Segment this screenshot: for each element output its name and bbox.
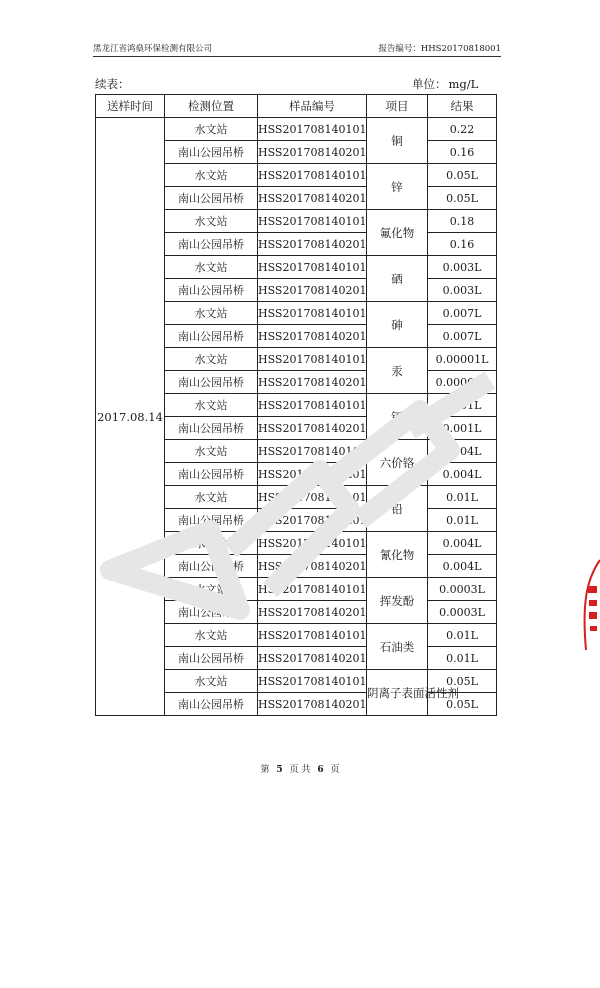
location-cell: 水文站	[165, 624, 258, 647]
location-cell: 水文站	[165, 486, 258, 509]
location-cell: 南山公园吊桥	[165, 279, 258, 302]
sample-id-cell: HSS201708140101	[258, 532, 367, 555]
sampling-date-cell: 2017.08.14	[96, 118, 165, 716]
footer-total-pages: 6	[317, 765, 324, 775]
location-cell: 南山公园吊桥	[165, 509, 258, 532]
location-cell: 南山公园吊桥	[165, 187, 258, 210]
result-cell: 0.01L	[428, 486, 497, 509]
item-cell: 六价铬	[367, 440, 428, 486]
sample-id-cell: HSS201708140201	[258, 279, 367, 302]
item-cell: 石油类	[367, 624, 428, 670]
result-cell: 0.001L	[428, 394, 497, 417]
result-cell: 0.18	[428, 210, 497, 233]
location-cell: 水文站	[165, 440, 258, 463]
sample-id-cell: HSS201708140101	[258, 302, 367, 325]
sample-id-cell: HSS201708140101	[258, 394, 367, 417]
location-cell: 南山公园吊桥	[165, 233, 258, 256]
result-cell: 0.05L	[428, 693, 497, 716]
sample-id-cell: HSS201708140201	[258, 141, 367, 164]
report-number: 报告编号：HHS20170818001	[378, 44, 501, 54]
sample-id-cell: HSS201708140201	[258, 233, 367, 256]
location-cell: 水文站	[165, 302, 258, 325]
result-cell: 0.004L	[428, 555, 497, 578]
item-cell: 砷	[367, 302, 428, 348]
sample-id-cell: HSS201708140101	[258, 256, 367, 279]
location-cell: 南山公园吊桥	[165, 693, 258, 716]
item-cell: 氰化物	[367, 532, 428, 578]
item-cell: 铅	[367, 486, 428, 532]
result-cell: 0.007L	[428, 302, 497, 325]
result-cell: 0.0003L	[428, 601, 497, 624]
footer-middle: 页 共	[289, 765, 311, 775]
sample-id-cell: HSS201708140201	[258, 647, 367, 670]
location-cell: 水文站	[165, 164, 258, 187]
location-cell: 南山公园吊桥	[165, 417, 258, 440]
sample-id-cell: HSS201708140101	[258, 210, 367, 233]
location-cell: 水文站	[165, 670, 258, 693]
table-body	[96, 118, 497, 716]
item-cell: 硒	[367, 256, 428, 302]
sample-id-cell: HSS201708140201	[258, 187, 367, 210]
col-header-sampling-time: 送样时间	[96, 95, 165, 118]
footer-suffix: 页	[330, 765, 340, 775]
result-cell: 0.004L	[428, 463, 497, 486]
red-seal-stamp	[578, 560, 600, 650]
company-name: 黑龙江省鸿燊环保检测有限公司	[93, 44, 213, 54]
result-cell: 0.05L	[428, 670, 497, 693]
results-table	[95, 94, 497, 716]
item-cell: 氟化物	[367, 210, 428, 256]
result-cell: 0.16	[428, 141, 497, 164]
location-cell: 水文站	[165, 210, 258, 233]
footer-page-number: 5	[276, 765, 283, 775]
result-cell: 0.004L	[428, 440, 497, 463]
result-cell: 0.007L	[428, 325, 497, 348]
result-cell: 0.00001L	[428, 371, 497, 394]
footer-prefix: 第	[260, 765, 270, 775]
location-cell: 南山公园吊桥	[165, 325, 258, 348]
location-cell: 南山公园吊桥	[165, 555, 258, 578]
result-cell: 0.01L	[428, 624, 497, 647]
table-row	[96, 118, 497, 141]
sample-id-cell: HSS201708140201	[258, 601, 367, 624]
sample-id-cell: HSS201708140101	[258, 578, 367, 601]
result-cell: 0.05L	[428, 164, 497, 187]
result-cell: 0.16	[428, 233, 497, 256]
item-cell: 铜	[367, 118, 428, 164]
unit-caption: 单位：	[412, 77, 447, 91]
result-cell: 0.004L	[428, 532, 497, 555]
location-cell: 南山公园吊桥	[165, 141, 258, 164]
location-cell: 水文站	[165, 532, 258, 555]
col-header-item: 项目	[367, 95, 428, 118]
location-cell: 水文站	[165, 348, 258, 371]
col-header-location: 检测位置	[165, 95, 258, 118]
location-cell: 水文站	[165, 256, 258, 279]
result-cell: 0.05L	[428, 187, 497, 210]
unit-value: mg/L	[448, 77, 479, 91]
location-cell: 南山公园吊桥	[165, 463, 258, 486]
sample-id-cell: HSS201708140101	[258, 486, 367, 509]
location-cell: 南山公园吊桥	[165, 601, 258, 624]
sample-id-cell: HSS201708140201	[258, 555, 367, 578]
sample-id-cell: HSS201708140101	[258, 670, 367, 693]
sample-id-cell: HSS201708140101	[258, 164, 367, 187]
location-cell: 水文站	[165, 118, 258, 141]
col-header-sample-id: 样品编号	[258, 95, 367, 118]
result-cell: 0.01L	[428, 647, 497, 670]
location-cell: 水文站	[165, 394, 258, 417]
sample-id-cell: HSS201708140201	[258, 371, 367, 394]
result-cell: 0.003L	[428, 279, 497, 302]
col-header-result: 结果	[428, 95, 497, 118]
result-cell: 0.22	[428, 118, 497, 141]
sample-id-cell: HSS201708140101	[258, 118, 367, 141]
sample-id-cell: HSS201708140201	[258, 417, 367, 440]
item-cell: 阴离子表面活性剂	[367, 670, 428, 716]
sample-id-cell: HSS201708140201	[258, 509, 367, 532]
table-header-row	[96, 95, 497, 118]
continued-label: 续表：	[95, 77, 130, 91]
sample-id-cell: HSS201708140101	[258, 348, 367, 371]
item-cell: 镉	[367, 394, 428, 440]
unit-label	[412, 76, 478, 92]
page-footer	[0, 762, 600, 775]
location-cell: 南山公园吊桥	[165, 647, 258, 670]
location-cell: 南山公园吊桥	[165, 371, 258, 394]
item-cell: 汞	[367, 348, 428, 394]
sample-id-cell: HSS201708140201	[258, 693, 367, 716]
item-cell: 挥发酚	[367, 578, 428, 624]
result-cell: 0.01L	[428, 509, 497, 532]
page-header	[93, 40, 501, 57]
sample-id-cell: HSS201708140101	[258, 624, 367, 647]
item-cell: 锌	[367, 164, 428, 210]
sample-id-cell: HSS201708140201	[258, 325, 367, 348]
result-cell: 0.003L	[428, 256, 497, 279]
result-cell: 0.00001L	[428, 348, 497, 371]
sample-id-cell: HSS201708140201	[258, 463, 367, 486]
result-cell: 0.001L	[428, 417, 497, 440]
location-cell: 水文站	[165, 578, 258, 601]
result-cell: 0.0003L	[428, 578, 497, 601]
sample-id-cell: HSS201708140101	[258, 440, 367, 463]
